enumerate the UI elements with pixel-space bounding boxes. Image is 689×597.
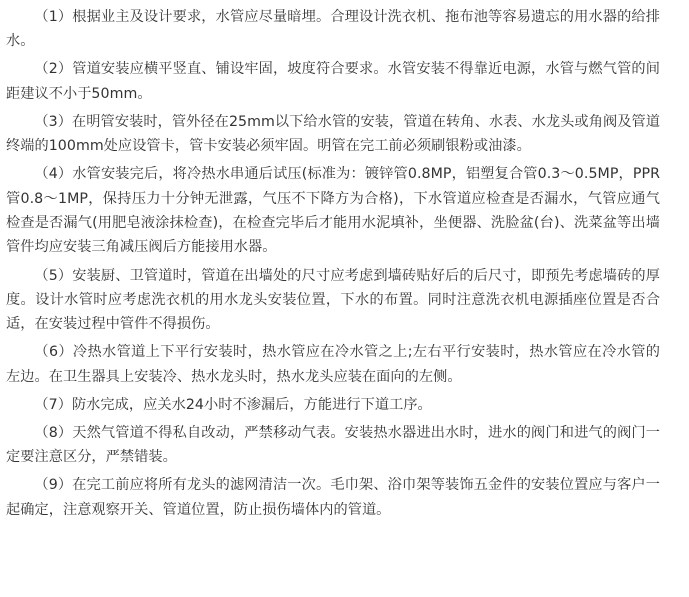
paragraph-4: （4）水管安装完后，将冷热水串通后试压(标准为：镀锌管0.8MP，铝塑复合管0.3～0.5MP，PPR管0.8～1MP，保持压力十分钟无泄露，气压不下降方为合格)，下水管道应检查是否漏水，气管应通气检查是否漏气(用肥皂液涂抹检查)，在检查完毕后才能用水泥填补，坐便器、洗脸盆(台)、洗菜盆等出墙管件均应安装三角减压阀后方能接用水器。	[6, 166, 660, 256]
paragraph-7: （7）防水完成，应关水24小时不渗漏后，方能进行下道工序。	[34, 396, 432, 413]
paragraph-6: （6）冷热水管道上下平行安装时，热水管应在冷水管之上;左右平行安装时，热水管应在冷水管的左边。在卫生器具上安装冷、热水龙头时，热水龙头应装在面向的左侧。	[6, 344, 660, 385]
paragraph-5: （5）安装厨、卫管道时，管道在出墙处的尺寸应考虑到墙砖贴好后的后尺寸，即预先考虑墙砖的厚度。设计水管时应考虑洗衣机的用水龙头安装位置，下水的布置。同时注意洗衣机电源插座位置是否合适，在安装过程中管件不得损伤。	[6, 267, 660, 333]
paragraph-9: （9）在完工前应将所有龙头的滤网清洁一次。毛巾架、浴巾架等装饰五金件的安装位置应与客户一起确定，注意观察开关、管道位置，防止损伤墙体内的管道。	[6, 477, 660, 518]
paragraph-2: （2）管道安装应横平竖直、铺设牢固，坡度符合要求。水管安装不得靠近电源，水管与燃气管的间距建议不小于50mm。	[6, 61, 660, 102]
paragraph-3: （3）在明管安装时，管外径在25mm以下给水管的安装，管道在转角、水表、水龙头或角阀及管道终端的100mm处应设管卡，管卡安装必须牢固。明管在完工前必须刷银粉或油漆。	[6, 113, 660, 155]
article-body	[6, 5, 660, 526]
paragraph-1: （1）根据业主及设计要求，水管应尽量暗埋。合理设计洗衣机、拖布池等容易遗忘的用水器的给排水。	[6, 9, 660, 50]
paragraph-8: （8）天然气管道不得私自改动，严禁移动气表。安装热水器进出水时，进水的阀门和进气的阀门一定要注意区分，严禁错装。	[6, 424, 660, 466]
